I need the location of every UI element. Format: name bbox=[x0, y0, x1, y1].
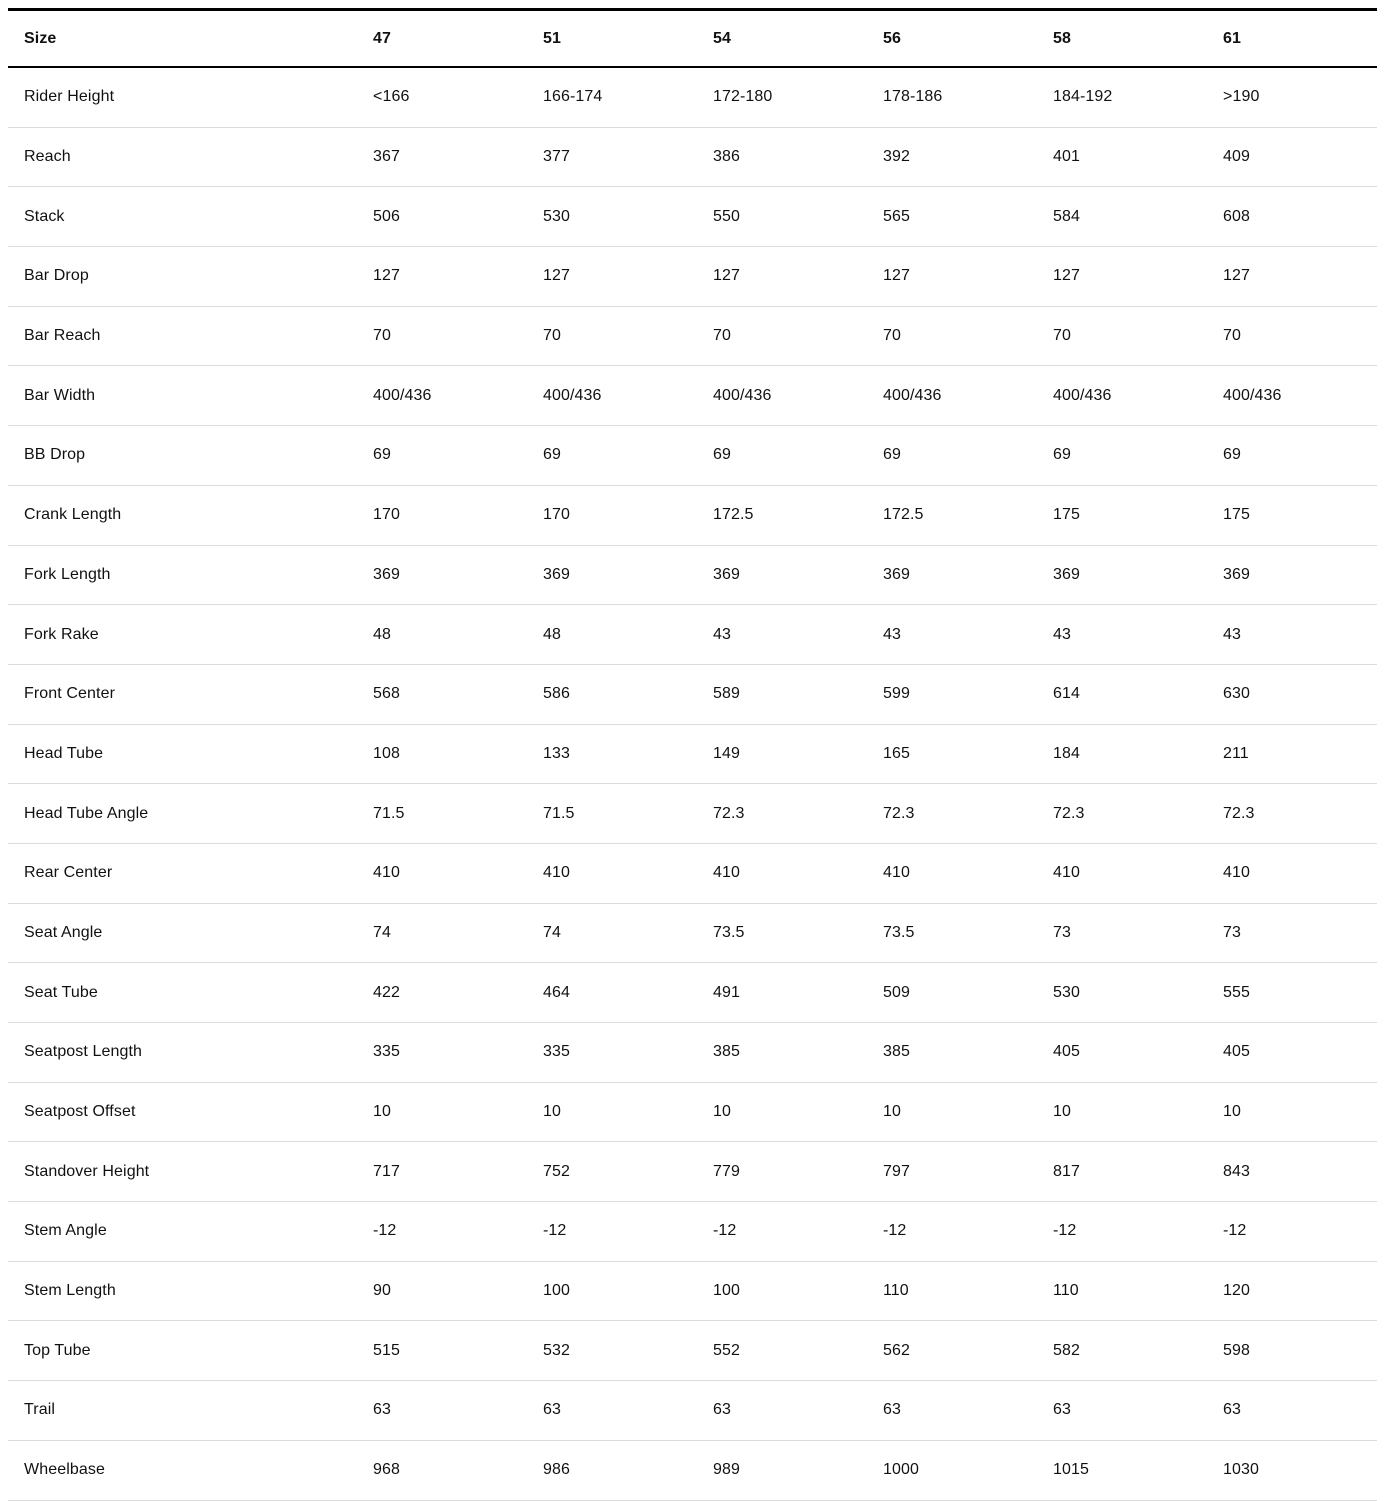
cell-value: 989 bbox=[697, 1440, 867, 1500]
cell-value: 70 bbox=[357, 306, 527, 366]
cell-value: 74 bbox=[527, 903, 697, 963]
cell-value: 1000 bbox=[867, 1440, 1037, 1500]
cell-value: 48 bbox=[527, 605, 697, 665]
row-label: Stem Angle bbox=[8, 1202, 357, 1262]
cell-value: 562 bbox=[867, 1321, 1037, 1381]
cell-value: 491 bbox=[697, 963, 867, 1023]
cell-value: 170 bbox=[527, 485, 697, 545]
cell-value: 43 bbox=[1207, 605, 1377, 665]
cell-value: 552 bbox=[697, 1321, 867, 1381]
cell-value: 10 bbox=[697, 1082, 867, 1142]
cell-value: 127 bbox=[1037, 247, 1207, 307]
cell-value: 63 bbox=[527, 1381, 697, 1441]
cell-value: 717 bbox=[357, 1142, 527, 1202]
cell-value: 70 bbox=[867, 306, 1037, 366]
cell-value: 335 bbox=[357, 1023, 527, 1083]
geometry-table bbox=[8, 8, 1377, 1501]
cell-value: 10 bbox=[867, 1082, 1037, 1142]
row-label: Fork Length bbox=[8, 545, 357, 605]
cell-value: 172-180 bbox=[697, 67, 867, 127]
row-label: Seatpost Length bbox=[8, 1023, 357, 1083]
cell-value: 550 bbox=[697, 187, 867, 247]
cell-value: 69 bbox=[697, 426, 867, 486]
cell-value: 530 bbox=[1037, 963, 1207, 1023]
cell-value: 72.3 bbox=[867, 784, 1037, 844]
row-label: Rear Center bbox=[8, 843, 357, 903]
cell-value: 100 bbox=[697, 1261, 867, 1321]
cell-value: 165 bbox=[867, 724, 1037, 784]
cell-value: 335 bbox=[527, 1023, 697, 1083]
cell-value: 63 bbox=[1037, 1381, 1207, 1441]
cell-value: 598 bbox=[1207, 1321, 1377, 1381]
cell-value: 410 bbox=[867, 843, 1037, 903]
cell-value: 405 bbox=[1207, 1023, 1377, 1083]
cell-value: 211 bbox=[1207, 724, 1377, 784]
cell-value: 586 bbox=[527, 664, 697, 724]
cell-value: 369 bbox=[867, 545, 1037, 605]
cell-value: 69 bbox=[867, 426, 1037, 486]
cell-value: 71.5 bbox=[527, 784, 697, 844]
cell-value: 410 bbox=[1207, 843, 1377, 903]
cell-value: 63 bbox=[697, 1381, 867, 1441]
cell-value: 108 bbox=[357, 724, 527, 784]
cell-value: 10 bbox=[1037, 1082, 1207, 1142]
cell-value: 69 bbox=[1037, 426, 1207, 486]
cell-value: >190 bbox=[1207, 67, 1377, 127]
cell-value: 369 bbox=[1037, 545, 1207, 605]
cell-value: 843 bbox=[1207, 1142, 1377, 1202]
cell-value: 582 bbox=[1037, 1321, 1207, 1381]
table-row bbox=[8, 1202, 1377, 1262]
cell-value: 63 bbox=[1207, 1381, 1377, 1441]
cell-value: 377 bbox=[527, 127, 697, 187]
cell-value: 369 bbox=[357, 545, 527, 605]
cell-value: 133 bbox=[527, 724, 697, 784]
cell-value: 400/436 bbox=[1037, 366, 1207, 426]
row-label: Wheelbase bbox=[8, 1440, 357, 1500]
table-row bbox=[8, 784, 1377, 844]
row-label: Reach bbox=[8, 127, 357, 187]
cell-value: 817 bbox=[1037, 1142, 1207, 1202]
table-row bbox=[8, 306, 1377, 366]
row-label: Front Center bbox=[8, 664, 357, 724]
cell-value: 10 bbox=[527, 1082, 697, 1142]
column-header: 58 bbox=[1037, 10, 1207, 68]
cell-value: 608 bbox=[1207, 187, 1377, 247]
cell-value: 69 bbox=[527, 426, 697, 486]
cell-value: 400/436 bbox=[697, 366, 867, 426]
cell-value: 752 bbox=[527, 1142, 697, 1202]
cell-value: 584 bbox=[1037, 187, 1207, 247]
cell-value: 172.5 bbox=[867, 485, 1037, 545]
cell-value: -12 bbox=[1207, 1202, 1377, 1262]
column-header: 54 bbox=[697, 10, 867, 68]
cell-value: 614 bbox=[1037, 664, 1207, 724]
cell-value: 986 bbox=[527, 1440, 697, 1500]
cell-value: 43 bbox=[867, 605, 1037, 665]
cell-value: 385 bbox=[867, 1023, 1037, 1083]
cell-value: -12 bbox=[1037, 1202, 1207, 1262]
table-row bbox=[8, 1023, 1377, 1083]
cell-value: 509 bbox=[867, 963, 1037, 1023]
cell-value: 74 bbox=[357, 903, 527, 963]
cell-value: 10 bbox=[357, 1082, 527, 1142]
table-row bbox=[8, 843, 1377, 903]
cell-value: 369 bbox=[697, 545, 867, 605]
table-row bbox=[8, 545, 1377, 605]
cell-value: 400/436 bbox=[357, 366, 527, 426]
cell-value: 779 bbox=[697, 1142, 867, 1202]
row-label: Bar Width bbox=[8, 366, 357, 426]
cell-value: 100 bbox=[527, 1261, 697, 1321]
table-row bbox=[8, 1082, 1377, 1142]
cell-value: 72.3 bbox=[1037, 784, 1207, 844]
cell-value: 127 bbox=[1207, 247, 1377, 307]
cell-value: 400/436 bbox=[527, 366, 697, 426]
header-row bbox=[8, 10, 1377, 68]
cell-value: 385 bbox=[697, 1023, 867, 1083]
cell-value: 70 bbox=[1207, 306, 1377, 366]
column-header: 61 bbox=[1207, 10, 1377, 68]
column-header: 51 bbox=[527, 10, 697, 68]
cell-value: 1015 bbox=[1037, 1440, 1207, 1500]
table-row bbox=[8, 366, 1377, 426]
cell-value: 127 bbox=[867, 247, 1037, 307]
cell-value: 73 bbox=[1207, 903, 1377, 963]
cell-value: 166-174 bbox=[527, 67, 697, 127]
cell-value: 127 bbox=[697, 247, 867, 307]
cell-value: 630 bbox=[1207, 664, 1377, 724]
cell-value: 409 bbox=[1207, 127, 1377, 187]
row-label: Stem Length bbox=[8, 1261, 357, 1321]
cell-value: 184 bbox=[1037, 724, 1207, 784]
cell-value: 170 bbox=[357, 485, 527, 545]
cell-value: -12 bbox=[867, 1202, 1037, 1262]
cell-value: 797 bbox=[867, 1142, 1037, 1202]
cell-value: 172.5 bbox=[697, 485, 867, 545]
table-row bbox=[8, 247, 1377, 307]
row-label: Seat Angle bbox=[8, 903, 357, 963]
table-row bbox=[8, 1142, 1377, 1202]
cell-value: 400/436 bbox=[1207, 366, 1377, 426]
cell-value: 110 bbox=[1037, 1261, 1207, 1321]
cell-value: 506 bbox=[357, 187, 527, 247]
cell-value: 401 bbox=[1037, 127, 1207, 187]
cell-value: 392 bbox=[867, 127, 1037, 187]
cell-value: 410 bbox=[527, 843, 697, 903]
table-row bbox=[8, 1321, 1377, 1381]
cell-value: 968 bbox=[357, 1440, 527, 1500]
row-label: Top Tube bbox=[8, 1321, 357, 1381]
row-label: Rider Height bbox=[8, 67, 357, 127]
cell-value: 127 bbox=[527, 247, 697, 307]
row-label: Fork Rake bbox=[8, 605, 357, 665]
cell-value: 90 bbox=[357, 1261, 527, 1321]
table-row bbox=[8, 127, 1377, 187]
cell-value: 69 bbox=[1207, 426, 1377, 486]
cell-value: 1030 bbox=[1207, 1440, 1377, 1500]
cell-value: 71.5 bbox=[357, 784, 527, 844]
row-label: Seatpost Offset bbox=[8, 1082, 357, 1142]
column-header: 47 bbox=[357, 10, 527, 68]
table-row bbox=[8, 664, 1377, 724]
table-row bbox=[8, 485, 1377, 545]
cell-value: 175 bbox=[1037, 485, 1207, 545]
cell-value: 72.3 bbox=[1207, 784, 1377, 844]
cell-value: 369 bbox=[527, 545, 697, 605]
table-row bbox=[8, 1381, 1377, 1441]
cell-value: 464 bbox=[527, 963, 697, 1023]
table-row bbox=[8, 67, 1377, 127]
cell-value: 599 bbox=[867, 664, 1037, 724]
cell-value: 410 bbox=[1037, 843, 1207, 903]
table-row bbox=[8, 187, 1377, 247]
cell-value: -12 bbox=[527, 1202, 697, 1262]
cell-value: 70 bbox=[697, 306, 867, 366]
cell-value: 184-192 bbox=[1037, 67, 1207, 127]
table-row bbox=[8, 903, 1377, 963]
row-label: Bar Reach bbox=[8, 306, 357, 366]
cell-value: <166 bbox=[357, 67, 527, 127]
table-row bbox=[8, 426, 1377, 486]
table-row bbox=[8, 1440, 1377, 1500]
cell-value: 589 bbox=[697, 664, 867, 724]
table-row bbox=[8, 724, 1377, 784]
cell-value: 10 bbox=[1207, 1082, 1377, 1142]
cell-value: 70 bbox=[527, 306, 697, 366]
cell-value: 72.3 bbox=[697, 784, 867, 844]
table-body bbox=[8, 67, 1377, 1500]
page bbox=[0, 8, 1399, 1501]
cell-value: 149 bbox=[697, 724, 867, 784]
cell-value: 405 bbox=[1037, 1023, 1207, 1083]
cell-value: 48 bbox=[357, 605, 527, 665]
row-label: BB Drop bbox=[8, 426, 357, 486]
cell-value: 63 bbox=[867, 1381, 1037, 1441]
cell-value: 73.5 bbox=[867, 903, 1037, 963]
cell-value: 73.5 bbox=[697, 903, 867, 963]
row-label: Head Tube Angle bbox=[8, 784, 357, 844]
cell-value: 530 bbox=[527, 187, 697, 247]
cell-value: 400/436 bbox=[867, 366, 1037, 426]
cell-value: 568 bbox=[357, 664, 527, 724]
cell-value: 410 bbox=[697, 843, 867, 903]
cell-value: -12 bbox=[697, 1202, 867, 1262]
cell-value: 369 bbox=[1207, 545, 1377, 605]
cell-value: 63 bbox=[357, 1381, 527, 1441]
table-row bbox=[8, 963, 1377, 1023]
cell-value: 43 bbox=[1037, 605, 1207, 665]
cell-value: 532 bbox=[527, 1321, 697, 1381]
cell-value: 69 bbox=[357, 426, 527, 486]
table-row bbox=[8, 605, 1377, 665]
cell-value: -12 bbox=[357, 1202, 527, 1262]
row-label: Bar Drop bbox=[8, 247, 357, 307]
table-row bbox=[8, 1261, 1377, 1321]
cell-value: 422 bbox=[357, 963, 527, 1023]
cell-value: 410 bbox=[357, 843, 527, 903]
cell-value: 43 bbox=[697, 605, 867, 665]
row-label: Seat Tube bbox=[8, 963, 357, 1023]
cell-value: 127 bbox=[357, 247, 527, 307]
row-label: Trail bbox=[8, 1381, 357, 1441]
cell-value: 367 bbox=[357, 127, 527, 187]
cell-value: 73 bbox=[1037, 903, 1207, 963]
cell-value: 70 bbox=[1037, 306, 1207, 366]
row-label: Standover Height bbox=[8, 1142, 357, 1202]
cell-value: 120 bbox=[1207, 1261, 1377, 1321]
cell-value: 555 bbox=[1207, 963, 1377, 1023]
column-header: 56 bbox=[867, 10, 1037, 68]
row-label: Head Tube bbox=[8, 724, 357, 784]
cell-value: 178-186 bbox=[867, 67, 1037, 127]
cell-value: 175 bbox=[1207, 485, 1377, 545]
cell-value: 110 bbox=[867, 1261, 1037, 1321]
cell-value: 565 bbox=[867, 187, 1037, 247]
cell-value: 515 bbox=[357, 1321, 527, 1381]
cell-value: 386 bbox=[697, 127, 867, 187]
row-label: Crank Length bbox=[8, 485, 357, 545]
row-label: Stack bbox=[8, 187, 357, 247]
header-size-label: Size bbox=[8, 10, 357, 68]
